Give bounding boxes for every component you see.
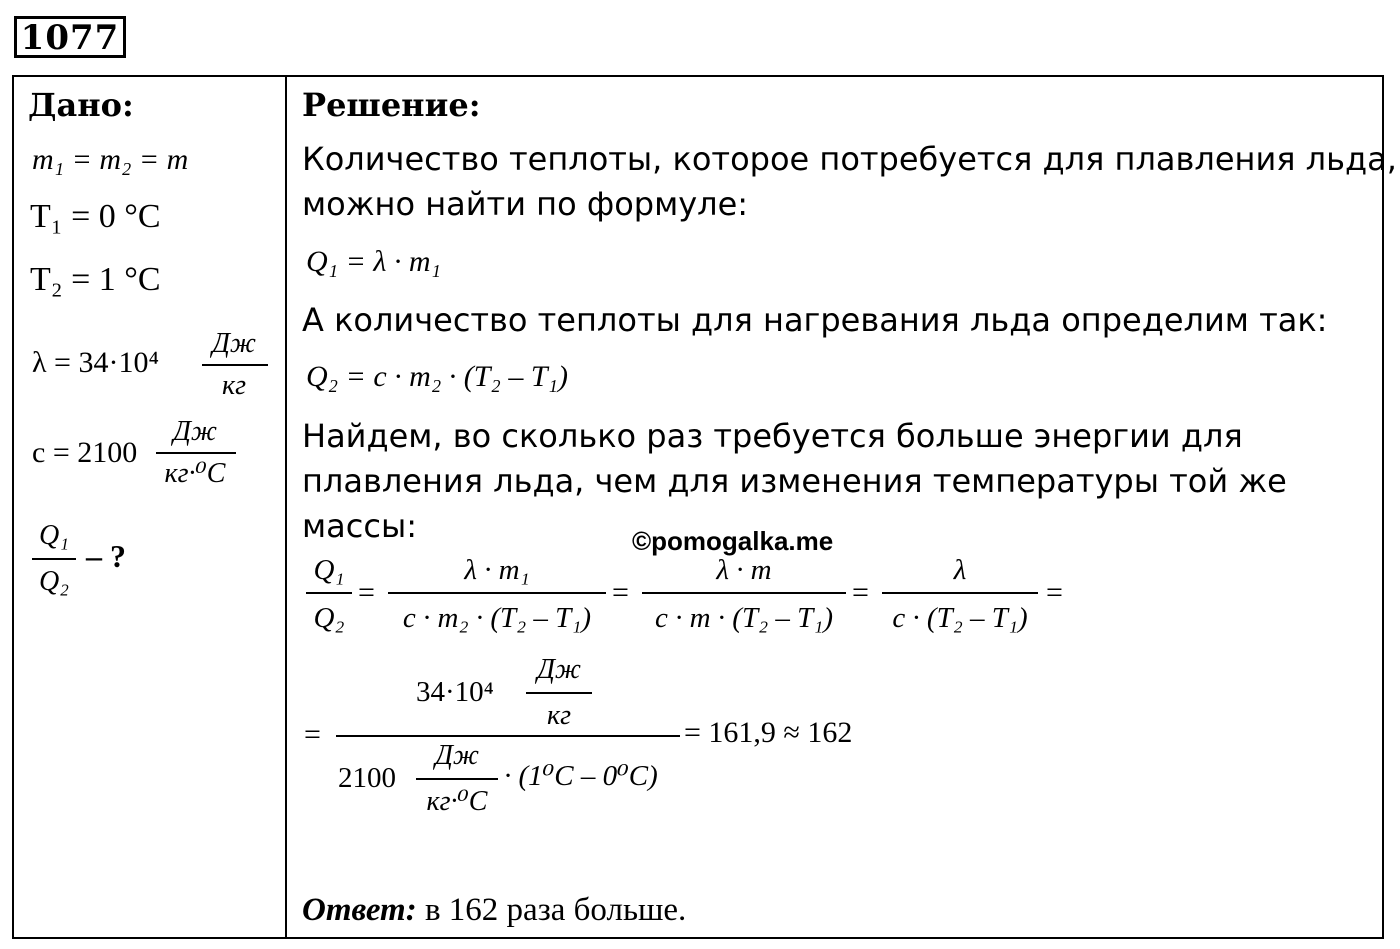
formula-q2: Q₂ = c · m₂ · (T₂ – T₁) [306, 360, 568, 393]
lambda-unit-den: кг [221, 370, 247, 401]
formula-q1: Q₁ = λ · m₁ [306, 245, 441, 278]
ratio-f4-den: c · (T₂ – T₁) [892, 602, 1028, 634]
find-question: – ? [86, 538, 126, 574]
ratio-f3-den: c · m · (T₂ – T₁) [654, 602, 834, 634]
para3-line3: массы: [302, 507, 417, 545]
calc-num-value: 34·10⁴ [416, 676, 494, 708]
ratio-f2-num: λ · m₁ [464, 554, 530, 586]
ratio-eq-3: = [852, 576, 869, 609]
calc-den-value: 2100 [338, 762, 396, 794]
ratio-f1-num: Q₁ [313, 554, 345, 586]
c-unit-den: кг·⁰C [164, 458, 226, 489]
c-unit-num: Дж [173, 416, 217, 447]
watermark: ©pomogalka.me [632, 526, 834, 556]
given-title: Дано: [28, 86, 134, 124]
para3-line1: Найдем, во сколько раз требуется больше энергии для [302, 417, 1243, 455]
c-unit-bar [156, 452, 236, 454]
lambda-unit-num: Дж [212, 328, 256, 359]
ratio-f1-den: Q₂ [313, 602, 345, 634]
column-divider [285, 75, 287, 939]
find-bar [32, 558, 76, 560]
answer-text: в 162 раза больше. [416, 892, 687, 928]
given-masses: m₁ = m₂ = m [32, 143, 189, 176]
calc-num-unit-den: кг [546, 700, 572, 731]
ratio-f3-num: λ · m [716, 554, 772, 586]
solution-title: Решение: [302, 86, 481, 124]
given-c: c = 2100 [32, 436, 138, 469]
calc-num-unit-bar [526, 692, 592, 694]
calc-eq-left: = [304, 718, 321, 751]
para1-line1: Количество теплоты, которое потребуется для плавления льда, [302, 140, 1397, 178]
calc-den-tail: · (1⁰C – 0⁰C) [504, 760, 658, 792]
ratio-f4-num: λ [953, 554, 967, 586]
ratio-f2-den: c · m₂ · (T₂ – T₁) [402, 602, 592, 634]
ratio-eq-1: = [358, 576, 375, 609]
calc-result: = 161,9 ≈ 162 [684, 716, 853, 749]
problem-number: 1077 [14, 16, 126, 58]
ratio-f2-bar [388, 592, 606, 594]
ratio-f3-bar [642, 592, 846, 594]
para2: А количество теплоты для нагревания льда определим так: [302, 301, 1328, 339]
answer-label: Ответ: [302, 892, 417, 928]
given-t2: T₂ = 1 °C [30, 261, 161, 298]
given-lambda: λ = 34·10⁴ [32, 346, 159, 379]
calc-main-bar [336, 735, 680, 737]
ratio-eq-4: = [1046, 576, 1063, 609]
find-num: Q₁ [39, 520, 69, 551]
ratio-f1-bar [306, 592, 352, 594]
calc-num-unit-num: Дж [537, 654, 581, 685]
answer [302, 892, 686, 929]
calc-den-unit-bar [416, 778, 498, 780]
para1-line2: можно найти по формуле: [302, 185, 749, 223]
given-t1: T₁ = 0 °C [30, 198, 161, 235]
ratio-eq-2: = [612, 576, 629, 609]
calc-den-unit-num: Дж [435, 740, 479, 771]
calc-den-unit-den: кг·⁰C [426, 786, 488, 817]
lambda-unit-bar [202, 364, 268, 366]
ratio-f4-bar [882, 592, 1038, 594]
para3-line2: плавления льда, чем для изменения температуры той же [302, 462, 1287, 500]
find-den: Q₂ [39, 566, 69, 597]
